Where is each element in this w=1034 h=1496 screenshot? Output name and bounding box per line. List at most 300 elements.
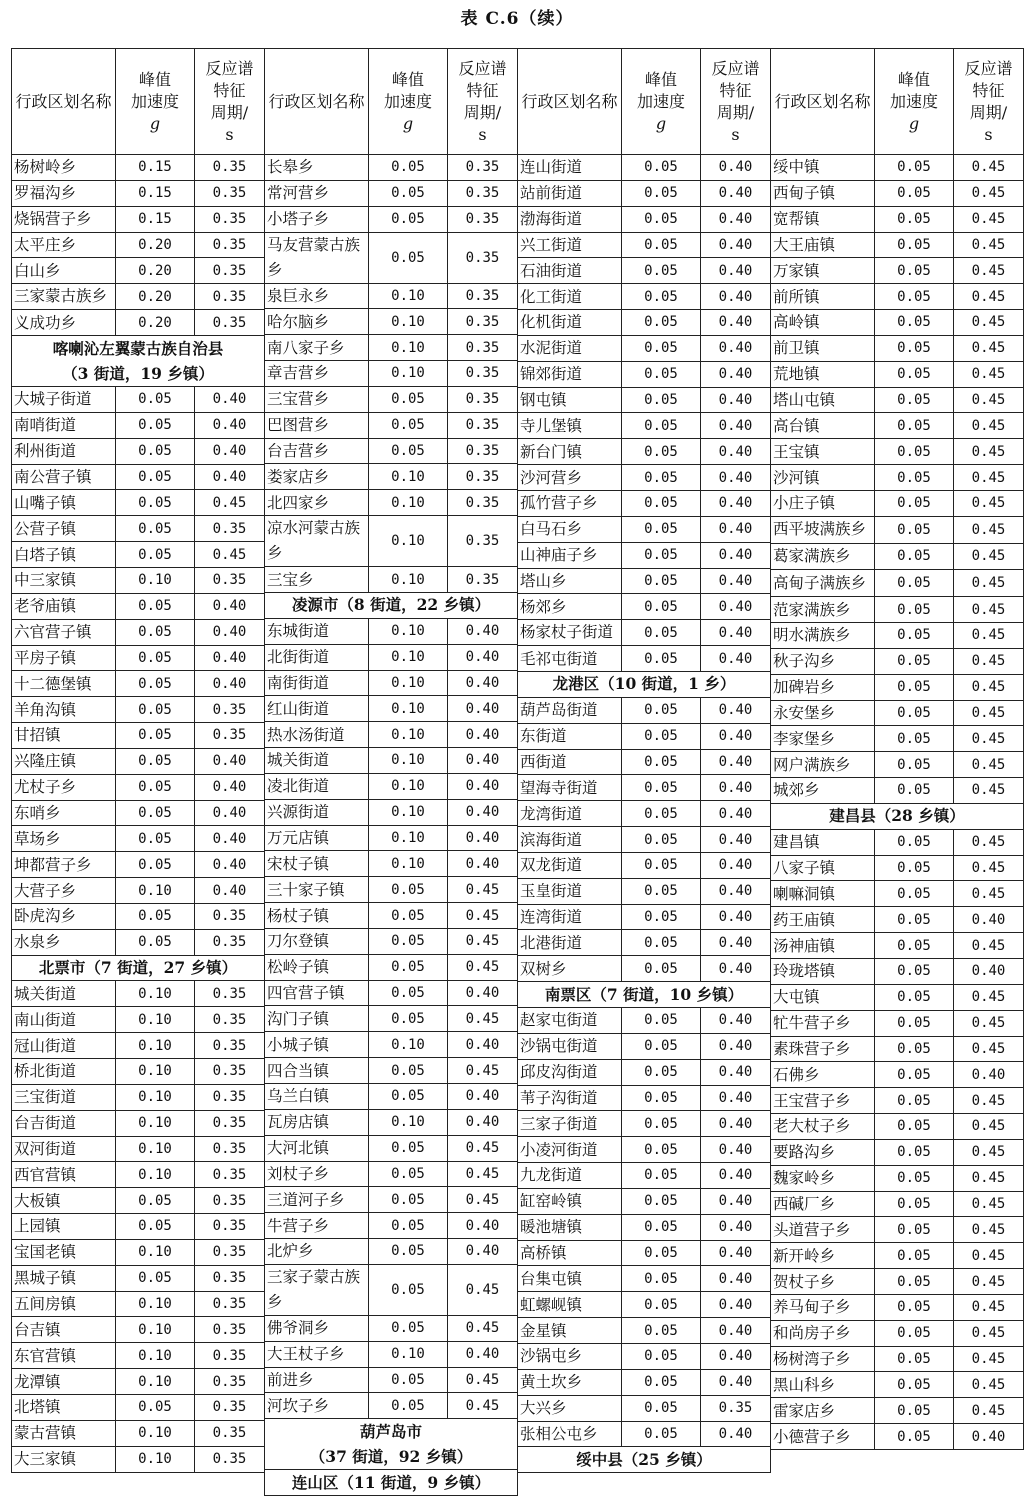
cell-pga: 0.10 [369, 851, 448, 877]
cell-period: 0.40 [448, 748, 518, 774]
cell-period: 0.40 [701, 361, 771, 387]
cell-name: 养马甸子乡 [771, 1294, 875, 1320]
table-row [771, 1191, 1024, 1217]
cell-name: 雷家店乡 [771, 1398, 875, 1424]
cell-pga: 0.05 [622, 1266, 701, 1292]
cell-pga: 0.05 [369, 980, 448, 1006]
cell-pga: 0.10 [369, 283, 448, 309]
cell-name: 十二德堡镇 [12, 671, 116, 697]
cell-name: 大营子乡 [12, 878, 116, 904]
cell-name: 宝国老镇 [12, 1239, 116, 1265]
section-header-line1: 喀喇沁左翼蒙古族自治县 [52, 339, 224, 359]
cell-period: 0.40 [701, 1343, 771, 1369]
table-row [265, 490, 518, 516]
cell-period: 0.40 [195, 412, 265, 438]
cell-pga: 0.05 [622, 387, 701, 413]
cell-period: 0.45 [195, 542, 265, 568]
cell-name: 喇嘛洞镇 [771, 881, 875, 907]
table-row [771, 1217, 1024, 1243]
cell-name: 大兴乡 [518, 1395, 622, 1421]
table-row [265, 773, 518, 799]
table-row [12, 826, 265, 852]
cell-period: 0.35 [195, 1394, 265, 1420]
cell-name: 八家子镇 [771, 855, 875, 881]
cell-period: 0.45 [954, 465, 1024, 491]
cell-period: 0.40 [701, 387, 771, 413]
table-row [265, 1367, 518, 1393]
table-row [771, 778, 1024, 804]
cell-period: 0.35 [448, 283, 518, 309]
header-period [195, 49, 265, 155]
cell-period: 0.45 [954, 413, 1024, 439]
cell-period: 0.35 [195, 258, 265, 284]
cell-name: 桥北街道 [12, 1059, 116, 1085]
cell-pga: 0.10 [369, 309, 448, 335]
table-row [12, 697, 265, 723]
cell-name: 万家镇 [771, 258, 875, 284]
cell-name: 钢屯镇 [518, 387, 622, 413]
cell-period: 0.45 [448, 1393, 518, 1419]
cell-pga: 0.05 [875, 1062, 954, 1088]
cell-pga: 0.05 [622, 697, 701, 723]
cell-name: 蒙古营镇 [12, 1420, 116, 1446]
cell-period: 0.40 [701, 542, 771, 568]
table-row [771, 648, 1024, 674]
cell-period: 0.40 [448, 644, 518, 670]
header-pga-line2: 加速度 [130, 91, 179, 111]
cell-name: 高桥镇 [518, 1240, 622, 1266]
cell-name: 台吉镇 [12, 1317, 116, 1343]
cell-pga: 0.05 [622, 1111, 701, 1137]
cell-period: 0.40 [195, 593, 265, 619]
header-pga-line2: 加速度 [889, 91, 938, 111]
cell-name: 缸窑岭镇 [518, 1188, 622, 1214]
table-row [518, 594, 771, 620]
cell-pga: 0.10 [369, 670, 448, 696]
cell-period: 0.40 [701, 258, 771, 284]
header-name [265, 49, 369, 155]
table-row [518, 723, 771, 749]
header-period-line1: 反应谱 [458, 58, 507, 78]
cell-name: 龙潭镇 [12, 1369, 116, 1395]
cell-period: 0.45 [954, 648, 1024, 674]
header-pga [875, 49, 954, 155]
cell-name: 暖池塘镇 [518, 1214, 622, 1240]
cell-name: 北炉乡 [265, 1239, 369, 1265]
cell-name: 城关街道 [12, 981, 116, 1007]
cell-period: 0.35 [448, 232, 518, 283]
table-row [518, 646, 771, 672]
cell-period: 0.35 [195, 232, 265, 258]
cell-name: 石油街道 [518, 258, 622, 284]
table-row [518, 1266, 771, 1292]
cell-period: 0.45 [954, 544, 1024, 570]
cell-period: 0.40 [701, 904, 771, 930]
cell-pga: 0.05 [622, 801, 701, 827]
header-pga-unit: g [402, 113, 414, 133]
header-period-line2: 特征 [972, 80, 1005, 100]
cell-pga: 0.05 [622, 1137, 701, 1163]
cell-name: 三家子蒙古族乡 [265, 1264, 369, 1315]
cell-period: 0.40 [195, 438, 265, 464]
table-row [771, 1139, 1024, 1165]
cell-period: 0.35 [195, 1162, 265, 1188]
table-row [771, 387, 1024, 413]
table-row [771, 674, 1024, 700]
cell-period: 0.40 [448, 1084, 518, 1110]
cell-pga: 0.05 [622, 1395, 701, 1421]
table-row [265, 825, 518, 851]
header-period-line2: 特征 [213, 80, 246, 100]
cell-name: 网户满族乡 [771, 752, 875, 778]
table-row [518, 697, 771, 723]
cell-period: 0.35 [195, 1059, 265, 1085]
table-row [12, 1188, 265, 1214]
cell-period: 0.35 [448, 361, 518, 387]
table-panel [770, 48, 1023, 1450]
cell-period: 0.40 [701, 1188, 771, 1214]
cell-pga: 0.05 [369, 1315, 448, 1341]
cell-pga: 0.15 [116, 206, 195, 232]
cell-name: 马友营蒙古族乡 [265, 232, 369, 283]
cell-name: 化机街道 [518, 310, 622, 336]
header-period-line2: 特征 [719, 80, 752, 100]
cell-name: 沙锅屯街道 [518, 1033, 622, 1059]
cell-pga: 0.05 [622, 1163, 701, 1189]
cell-pga: 0.05 [875, 933, 954, 959]
table-row [265, 1239, 518, 1265]
cell-name: 荒地镇 [771, 361, 875, 387]
cell-pga: 0.15 [116, 180, 195, 206]
table-row [771, 623, 1024, 649]
cell-period: 0.35 [195, 284, 265, 310]
section-header-row [265, 592, 518, 618]
cell-pga: 0.05 [369, 1006, 448, 1032]
cell-name: 绥中镇 [771, 155, 875, 181]
cell-period: 0.35 [448, 412, 518, 438]
cell-pga: 0.10 [369, 618, 448, 644]
cell-period: 0.45 [954, 258, 1024, 284]
table-row [265, 1109, 518, 1135]
cell-period: 0.35 [448, 464, 518, 490]
cell-period: 0.40 [701, 155, 771, 181]
cell-name: 小德营子乡 [771, 1424, 875, 1450]
cell-pga: 0.10 [116, 1343, 195, 1369]
cell-pga: 0.05 [875, 155, 954, 181]
cell-name: 佛爷洞乡 [265, 1315, 369, 1341]
cell-period: 0.40 [448, 1341, 518, 1367]
table-row [771, 258, 1024, 284]
cell-name: 章吉营乡 [265, 361, 369, 387]
cell-name: 万元店镇 [265, 825, 369, 851]
cell-pga: 0.05 [116, 723, 195, 749]
table-row [771, 232, 1024, 258]
header-period-line3: 周期/ [463, 102, 502, 122]
cell-pga: 0.10 [116, 1162, 195, 1188]
table-row [12, 1110, 265, 1136]
cell-name: 刘杖子乡 [265, 1161, 369, 1187]
cell-period: 0.45 [954, 778, 1024, 804]
cell-name: 孤竹营子乡 [518, 490, 622, 516]
cell-pga: 0.05 [875, 1294, 954, 1320]
cell-period: 0.45 [954, 726, 1024, 752]
cell-pga: 0.05 [875, 984, 954, 1010]
header-name [518, 49, 622, 155]
table-row [265, 283, 518, 309]
cell-name: 杨杖子镇 [265, 903, 369, 929]
table-row [12, 387, 265, 413]
cell-name: 热水汤街道 [265, 722, 369, 748]
cell-pga: 0.05 [116, 464, 195, 490]
cell-period: 0.40 [701, 1421, 771, 1447]
cell-name: 大屯镇 [771, 984, 875, 1010]
cell-name: 大三家镇 [12, 1446, 116, 1472]
cell-period: 0.45 [954, 155, 1024, 181]
table-row [265, 1135, 518, 1161]
cell-pga: 0.05 [875, 1036, 954, 1062]
header-period-line3: 周期/ [969, 102, 1008, 122]
cell-name: 小塔子乡 [265, 206, 369, 232]
cell-pga: 0.20 [116, 258, 195, 284]
cell-name: 秋子沟乡 [771, 648, 875, 674]
cell-period: 0.40 [448, 773, 518, 799]
section-header-line1: 葫芦岛市 [359, 1422, 422, 1442]
cell-name: 三十家子镇 [265, 877, 369, 903]
cell-period: 0.40 [195, 800, 265, 826]
cell-period: 0.35 [448, 386, 518, 412]
cell-period: 0.35 [448, 206, 518, 232]
cell-pga: 0.05 [622, 542, 701, 568]
cell-pga: 0.05 [622, 646, 701, 672]
table-row [265, 748, 518, 774]
cell-pga: 0.05 [875, 674, 954, 700]
cell-name: 赵家屯街道 [518, 1008, 622, 1034]
cell-name: 沙河镇 [771, 465, 875, 491]
table-row [265, 335, 518, 361]
cell-name: 塔山屯镇 [771, 387, 875, 413]
cell-name: 北街街道 [265, 644, 369, 670]
cell-name: 高岭镇 [771, 310, 875, 336]
cell-name: 杨家杖子街道 [518, 620, 622, 646]
table-row [771, 439, 1024, 465]
cell-pga: 0.05 [875, 232, 954, 258]
cell-name: 哈尔脑乡 [265, 309, 369, 335]
cell-period: 0.35 [195, 1033, 265, 1059]
cell-pga: 0.05 [622, 465, 701, 491]
cell-name: 三家子街道 [518, 1111, 622, 1137]
table-row [12, 1214, 265, 1240]
table-row [12, 1291, 265, 1317]
cell-period: 0.40 [701, 749, 771, 775]
cell-pga: 0.05 [116, 645, 195, 671]
cell-pga: 0.20 [116, 310, 195, 336]
cell-period: 0.45 [954, 284, 1024, 310]
table-row [771, 310, 1024, 336]
cell-pga: 0.05 [369, 928, 448, 954]
table-row [265, 155, 518, 181]
cell-pga: 0.05 [622, 361, 701, 387]
cell-pga: 0.05 [622, 594, 701, 620]
cell-pga: 0.20 [116, 232, 195, 258]
section-header-line2: （3 街道，19 乡镇） [62, 364, 214, 384]
table-row [518, 749, 771, 775]
cell-pga: 0.05 [875, 439, 954, 465]
cell-pga: 0.10 [369, 567, 448, 593]
cell-pga: 0.05 [875, 881, 954, 907]
cell-pga: 0.05 [116, 438, 195, 464]
cell-name: 刀尔登镇 [265, 928, 369, 954]
cell-period: 0.40 [195, 464, 265, 490]
table-row [12, 878, 265, 904]
cell-name: 西平坡满族乡 [771, 516, 875, 543]
table-row [12, 1059, 265, 1085]
cell-pga: 0.05 [369, 386, 448, 412]
cell-period: 0.40 [448, 799, 518, 825]
header-pga-line2: 加速度 [636, 91, 685, 111]
table-row [265, 1393, 518, 1419]
table-row [771, 1062, 1024, 1088]
section-header-row [518, 672, 771, 698]
cell-pga: 0.05 [875, 1346, 954, 1372]
cell-name: 巴图营乡 [265, 412, 369, 438]
table-row [265, 670, 518, 696]
cell-pga: 0.10 [116, 567, 195, 593]
table-row [265, 1187, 518, 1213]
cell-period: 0.40 [701, 516, 771, 542]
table-row [12, 903, 265, 929]
table-row [12, 464, 265, 490]
cell-pga: 0.05 [116, 619, 195, 645]
cell-period: 0.45 [448, 954, 518, 980]
cell-name: 贺杖子乡 [771, 1269, 875, 1295]
cell-name: 站前街道 [518, 180, 622, 206]
cell-pga: 0.05 [622, 310, 701, 336]
cell-name: 南公营子镇 [12, 464, 116, 490]
cell-period: 0.40 [195, 852, 265, 878]
cell-pga: 0.10 [369, 1032, 448, 1058]
cell-name: 葫芦岛街道 [518, 697, 622, 723]
header-pga [622, 49, 701, 155]
cell-pga: 0.05 [622, 1008, 701, 1034]
cell-name: 四官营子镇 [265, 980, 369, 1006]
cell-pga: 0.10 [369, 825, 448, 851]
cell-name: 水泥街道 [518, 335, 622, 361]
table-row [518, 439, 771, 465]
cell-name: 渤海街道 [518, 206, 622, 232]
table-row [518, 490, 771, 516]
cell-period: 0.35 [448, 180, 518, 206]
table-row [518, 904, 771, 930]
table-row [771, 180, 1024, 206]
cell-pga: 0.05 [875, 516, 954, 543]
cell-pga: 0.05 [369, 903, 448, 929]
cell-name: 双树乡 [518, 956, 622, 982]
cell-pga: 0.05 [116, 542, 195, 568]
header-period-line2: 特征 [466, 80, 499, 100]
cell-period: 0.40 [701, 335, 771, 361]
cell-name: 杨树湾子乡 [771, 1346, 875, 1372]
cell-pga: 0.05 [369, 1264, 448, 1315]
cell-name: 邱皮沟街道 [518, 1059, 622, 1085]
cell-period: 0.45 [954, 1191, 1024, 1217]
table-row [771, 958, 1024, 984]
table-row [12, 1007, 265, 1033]
cell-name: 东城街道 [265, 618, 369, 644]
cell-period: 0.40 [448, 618, 518, 644]
table-row [12, 1317, 265, 1343]
cell-pga: 0.05 [875, 284, 954, 310]
cell-period: 0.45 [954, 597, 1024, 623]
cell-pga: 0.05 [875, 1088, 954, 1114]
cell-name: 沟门子镇 [265, 1006, 369, 1032]
cell-name: 凌北街道 [265, 773, 369, 799]
table-row [771, 1036, 1024, 1062]
cell-period: 0.45 [954, 516, 1024, 543]
section-header-line2: （37 街道，92 乡镇） [309, 1447, 473, 1467]
cell-period: 0.45 [954, 1165, 1024, 1191]
table-row [518, 361, 771, 387]
table-row [12, 929, 265, 955]
table-row [12, 155, 265, 181]
cell-period: 0.40 [448, 1239, 518, 1265]
cell-pga: 0.05 [622, 930, 701, 956]
cell-period: 0.35 [195, 1317, 265, 1343]
table-row [518, 852, 771, 878]
table-row [771, 1269, 1024, 1295]
cell-pga: 0.05 [622, 206, 701, 232]
cell-name: 甘招镇 [12, 723, 116, 749]
cell-name: 明水满族乡 [771, 623, 875, 649]
cell-period: 0.35 [195, 1369, 265, 1395]
cell-name: 坤都营子乡 [12, 852, 116, 878]
header-pga-line1: 峰值 [138, 69, 171, 89]
table-row [518, 542, 771, 568]
cell-pga: 0.10 [369, 361, 448, 387]
cell-pga: 0.05 [622, 439, 701, 465]
table-row [771, 155, 1024, 181]
cell-name: 黄土坎乡 [518, 1369, 622, 1395]
cell-name: 化工街道 [518, 284, 622, 310]
data-table [11, 48, 1023, 1492]
cell-name: 西碱厂乡 [771, 1191, 875, 1217]
cell-period: 0.45 [954, 490, 1024, 516]
cell-pga: 0.05 [622, 775, 701, 801]
cell-pga: 0.05 [875, 958, 954, 984]
cell-pga: 0.05 [622, 335, 701, 361]
cell-period: 0.35 [195, 567, 265, 593]
cell-period: 0.45 [954, 1294, 1024, 1320]
header-name-text: 行政区划名称 [521, 91, 618, 111]
table-row [518, 1240, 771, 1266]
cell-name: 松岭子镇 [265, 954, 369, 980]
table-row [12, 774, 265, 800]
cell-period: 0.35 [195, 723, 265, 749]
table-row [518, 1137, 771, 1163]
cell-pga: 0.05 [116, 671, 195, 697]
cell-name: 南哨街道 [12, 412, 116, 438]
cell-period: 0.40 [701, 697, 771, 723]
cell-name: 高台镇 [771, 413, 875, 439]
cell-pga: 0.05 [875, 490, 954, 516]
cell-pga: 0.05 [622, 1033, 701, 1059]
cell-pga: 0.10 [369, 516, 448, 567]
cell-pga: 0.05 [875, 726, 954, 752]
cell-period: 0.35 [195, 1291, 265, 1317]
cell-period: 0.40 [701, 206, 771, 232]
cell-name: 加碑岩乡 [771, 674, 875, 700]
cell-pga: 0.10 [369, 773, 448, 799]
cell-pga: 0.05 [622, 1318, 701, 1344]
